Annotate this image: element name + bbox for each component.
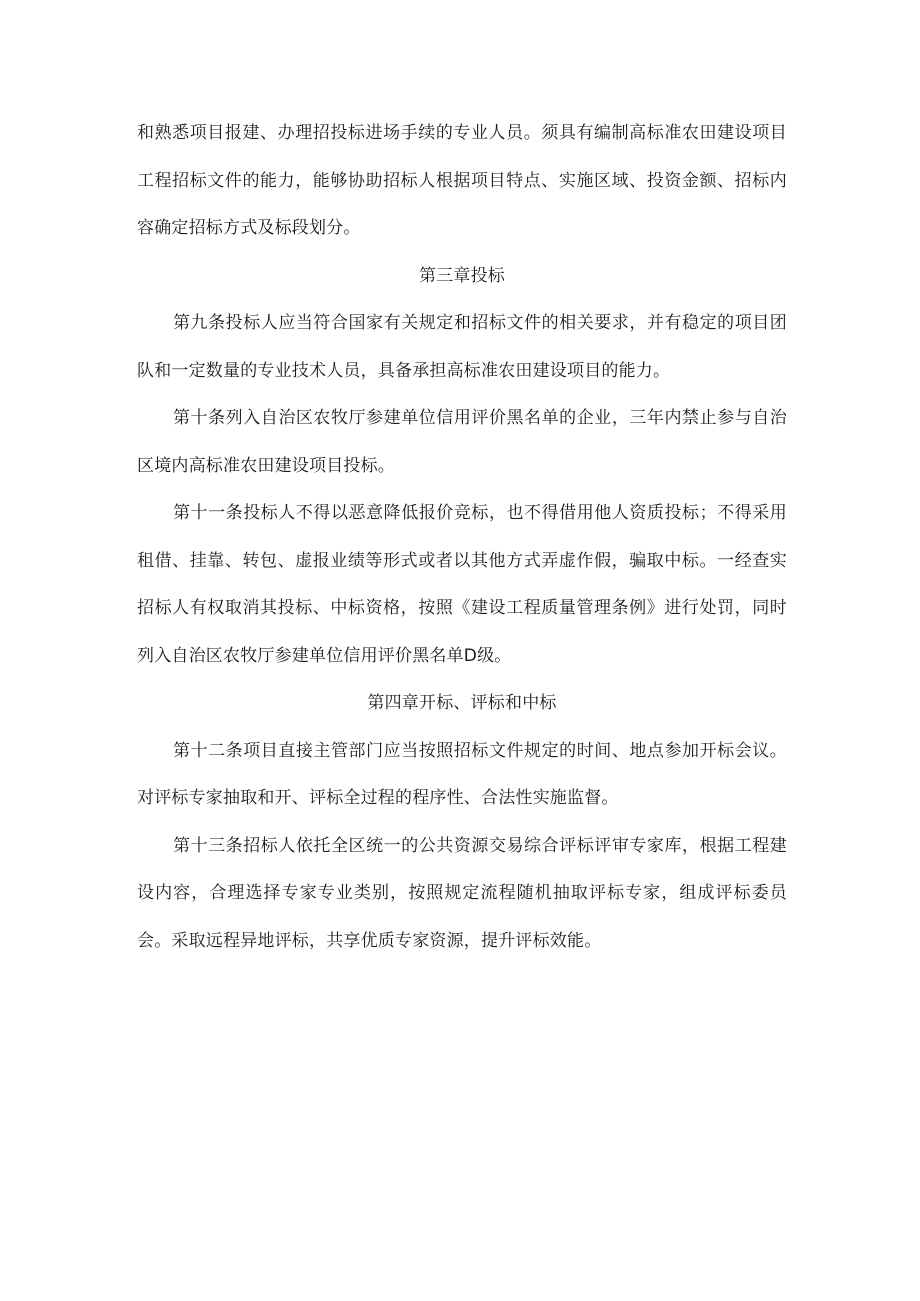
document-body — [137, 110, 787, 965]
article-13-paragraph: 第十三条招标人依托全区统一的公共资源交易综合评标评审专家库，根据工程建设内容，合理选择专家专业类别，按照规定流程随机抽取评标专家，组成评标委员会。采取远程异地评标，共享优质专家资源，提升评标效能。 — [137, 835, 787, 951]
paragraph-1: 和熟悉项目报建、办理招投标进场手续的专业人员。须具有编制高标准农田建设项目工程招标文件的能力，能够协助招标人根据项目特点、实施区域、投资金额、招标内容确定招标方式及标段划分。 — [137, 123, 787, 238]
article-10-paragraph: 第十条列入自治区农牧厅参建单位信用评价黑名单的企业，三年内禁止参与自治区境内高标准农田建设项目投标。 — [137, 408, 787, 476]
chapter-3-heading: 第三章投标 — [419, 265, 505, 286]
chapter-4-heading: 第四章开标、评标和中标 — [367, 693, 557, 713]
article-9-paragraph: 第九条投标人应当符合国家有关规定和招标文件的相关要求，并有稳定的项目团队和一定数量的专业技术人员，具备承担高标准农田建设项目的能力。 — [137, 313, 787, 381]
article-12-paragraph: 第十二条项目直接主管部门应当按照招标文件规定的时间、地点参加开标会议。对评标专家抽取和开、评标全过程的程序性、合法性实施监督。 — [137, 740, 787, 808]
article-11-paragraph: 第十一条投标人不得以恶意降低报价竞标，也不得借用他人资质投标；不得采用租借、挂靠、转包、虚报业绩等形式或者以其他方式弄虚作假，骗取中标。一经查实招标人有权取消其投标、中标资格，按照《建设工程质量管理条例》进行处罚，同时列入自治区农牧厅参建单位信用评价黑名单D级。 — [137, 503, 787, 666]
